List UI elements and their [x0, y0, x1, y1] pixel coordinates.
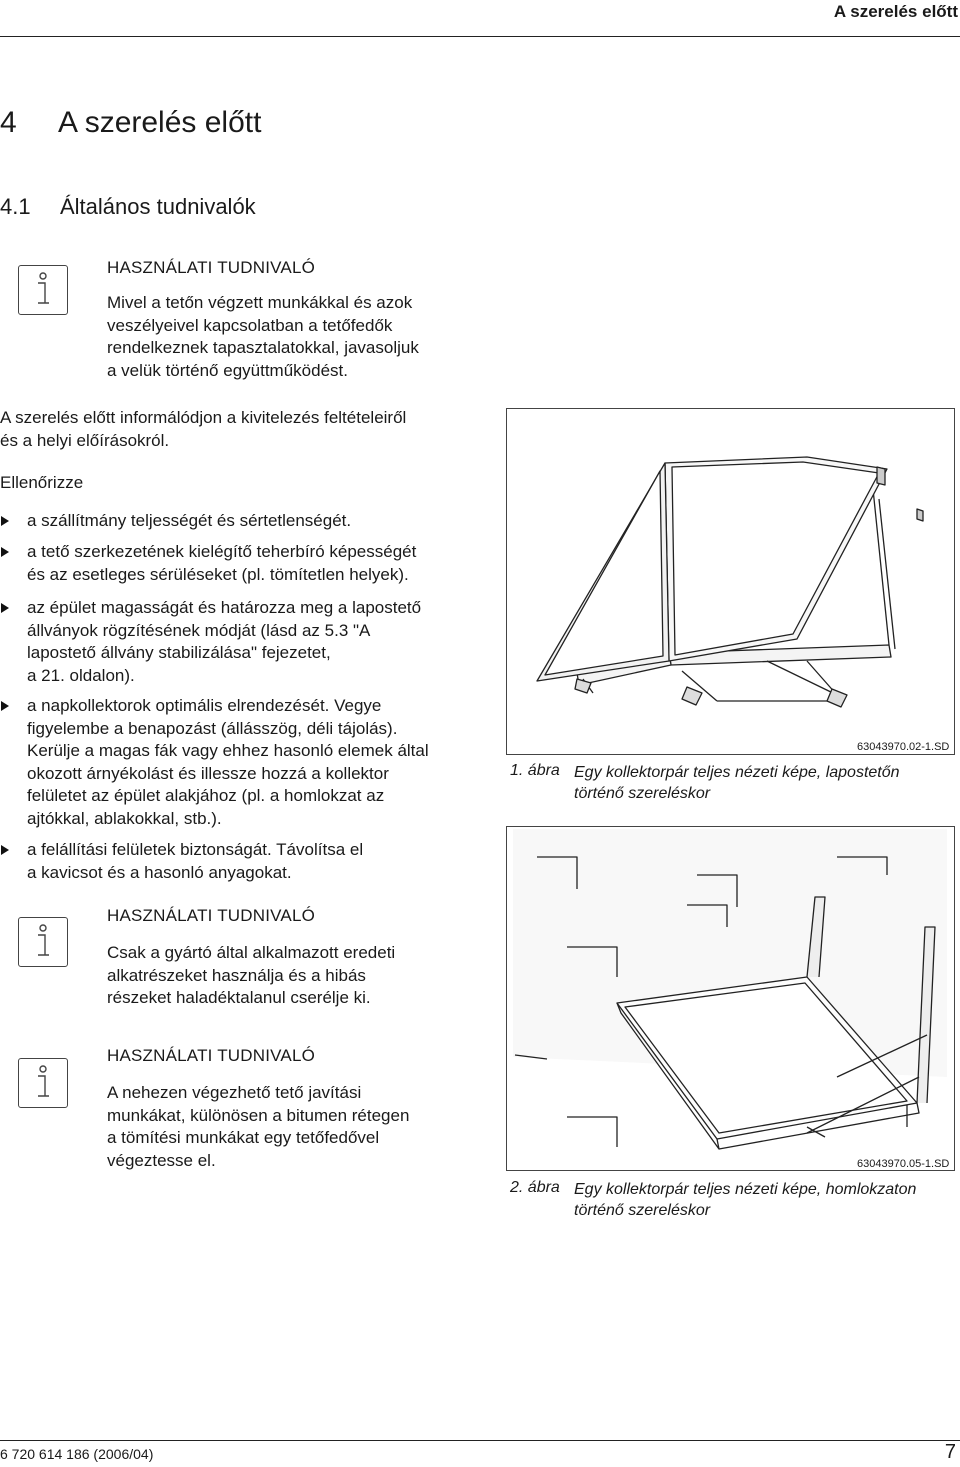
bullet-line: állványok rögzítésének módját (lásd az 5.3 "A — [27, 620, 371, 640]
note-title: HASZNÁLATI TUDNIVALÓ — [107, 906, 316, 925]
caption-line: Egy kollektorpár teljes nézeti képe, lapostetőn — [574, 764, 900, 781]
bullet-arrow-icon — [1, 701, 9, 711]
intro-paragraph — [0, 407, 406, 452]
running-header: A szerelés előtt — [833, 2, 958, 21]
chapter-heading — [0, 106, 261, 140]
note-line: rendelkeznek tapasztalatokkal, javasoljuk — [107, 338, 419, 358]
header-rule — [0, 36, 960, 37]
figure-caption — [574, 1179, 916, 1221]
bullet-arrow-icon — [1, 603, 9, 613]
document-number: 6 720 614 186 (2006/04) — [0, 1446, 154, 1462]
note-line: Csak a gyártó által alkalmazott eredeti — [107, 943, 396, 962]
note-line: a velük történő együttműködést. — [107, 360, 348, 380]
bullet-line: a kavicsot és a hasonló anyagokat. — [27, 862, 292, 882]
bullet-arrow-icon — [1, 547, 9, 557]
figure-code: 63043970.05-1.SD — [857, 1158, 950, 1170]
figure-code: 63043970.02-1.SD — [857, 741, 950, 753]
bullet-line: okozott árnyékolást és illessze hozzá a kollektor — [27, 763, 389, 783]
note-line: végeztesse el. — [107, 1150, 216, 1170]
section-number: 4.1 — [0, 194, 31, 219]
note-title: HASZNÁLATI TUDNIVALÓ — [107, 258, 316, 277]
bullet-line: az épület magasságát és határozza meg a lapostető — [27, 598, 422, 617]
bullet-line: ajtókkal, ablakokkal, stb.). — [27, 808, 222, 828]
info-icon — [18, 1058, 68, 1108]
chapter-number: 4 — [0, 106, 17, 139]
note-body — [107, 292, 419, 382]
intro-line: A szerelés előtt informálódjon a kivitelezés feltételeiről — [0, 408, 407, 427]
caption-line: történő szereléskor — [574, 785, 711, 802]
intro-line: és a helyi előírásokról. — [0, 430, 170, 450]
bullet-line: a szállítmány teljességét és sértetlenségét. — [27, 511, 352, 530]
section-title: Általános tudnivalók — [60, 194, 256, 219]
note-line: a tömítési munkákat egy tetőfedővel — [107, 1128, 380, 1148]
bullet-line: figyelembe a benapozást (állásszög, déli tájolás). — [27, 718, 398, 738]
chapter-title: A szerelés előtt — [58, 106, 262, 139]
info-icon — [18, 917, 68, 967]
note-line: alkatrészeket használja és a hibás — [107, 965, 366, 985]
caption-line: Egy kollektorpár teljes nézeti képe, homlokzaton — [574, 1181, 917, 1198]
page-number: 7 — [944, 1441, 956, 1463]
check-heading: Ellenőrizze — [0, 473, 84, 492]
figure-caption — [574, 762, 900, 804]
note-line: részeket haladéktalanul cserélje ki. — [107, 988, 371, 1008]
figure-label: 2. ábra — [510, 1179, 560, 1196]
figure-label: 1. ábra — [510, 762, 560, 779]
note-line: veszélyeivel kapcsolatban a tetőfedők — [107, 315, 393, 335]
note-body — [107, 1082, 409, 1172]
note-line: munkákat, különösen a bitumen rétegen — [107, 1105, 410, 1125]
bullet-line: felületet az épület alakjához (pl. a homlokzat az — [27, 786, 385, 806]
figure-2-facade-illustration — [506, 826, 955, 1171]
caption-line: történő szereléskor — [574, 1202, 711, 1219]
figure-1-flat-roof-illustration — [506, 408, 955, 755]
note-body — [107, 942, 395, 1010]
bullet-line: a napkollektorok optimális elrendezését. Vegye — [27, 696, 382, 715]
note-title: HASZNÁLATI TUDNIVALÓ — [107, 1046, 316, 1065]
note-line: Mivel a tetőn végzett munkákkal és azok — [107, 293, 413, 312]
bullet-line: és az esetleges sérüléseket (pl. tömítetlen helyek). — [27, 564, 409, 584]
section-heading — [0, 194, 256, 220]
footer-rule — [0, 1440, 960, 1441]
info-icon — [18, 265, 68, 315]
bullet-arrow-icon — [1, 845, 9, 855]
bullet-line: a tető szerkezetének kielégítő teherbíró képességét — [27, 542, 417, 561]
bullet-line: lapostető állvány stabilizálása" fejezetet, — [27, 643, 331, 663]
bullet-arrow-icon — [1, 516, 9, 526]
note-line: A nehezen végezhető tető javítási — [107, 1083, 362, 1102]
bullet-line: Kerülje a magas fák vagy ehhez hasonló elemek által — [27, 741, 429, 761]
bullet-line: a 21. oldalon). — [27, 665, 135, 685]
bullet-line: a felállítási felületek biztonságát. Távolítsa el — [27, 840, 364, 859]
